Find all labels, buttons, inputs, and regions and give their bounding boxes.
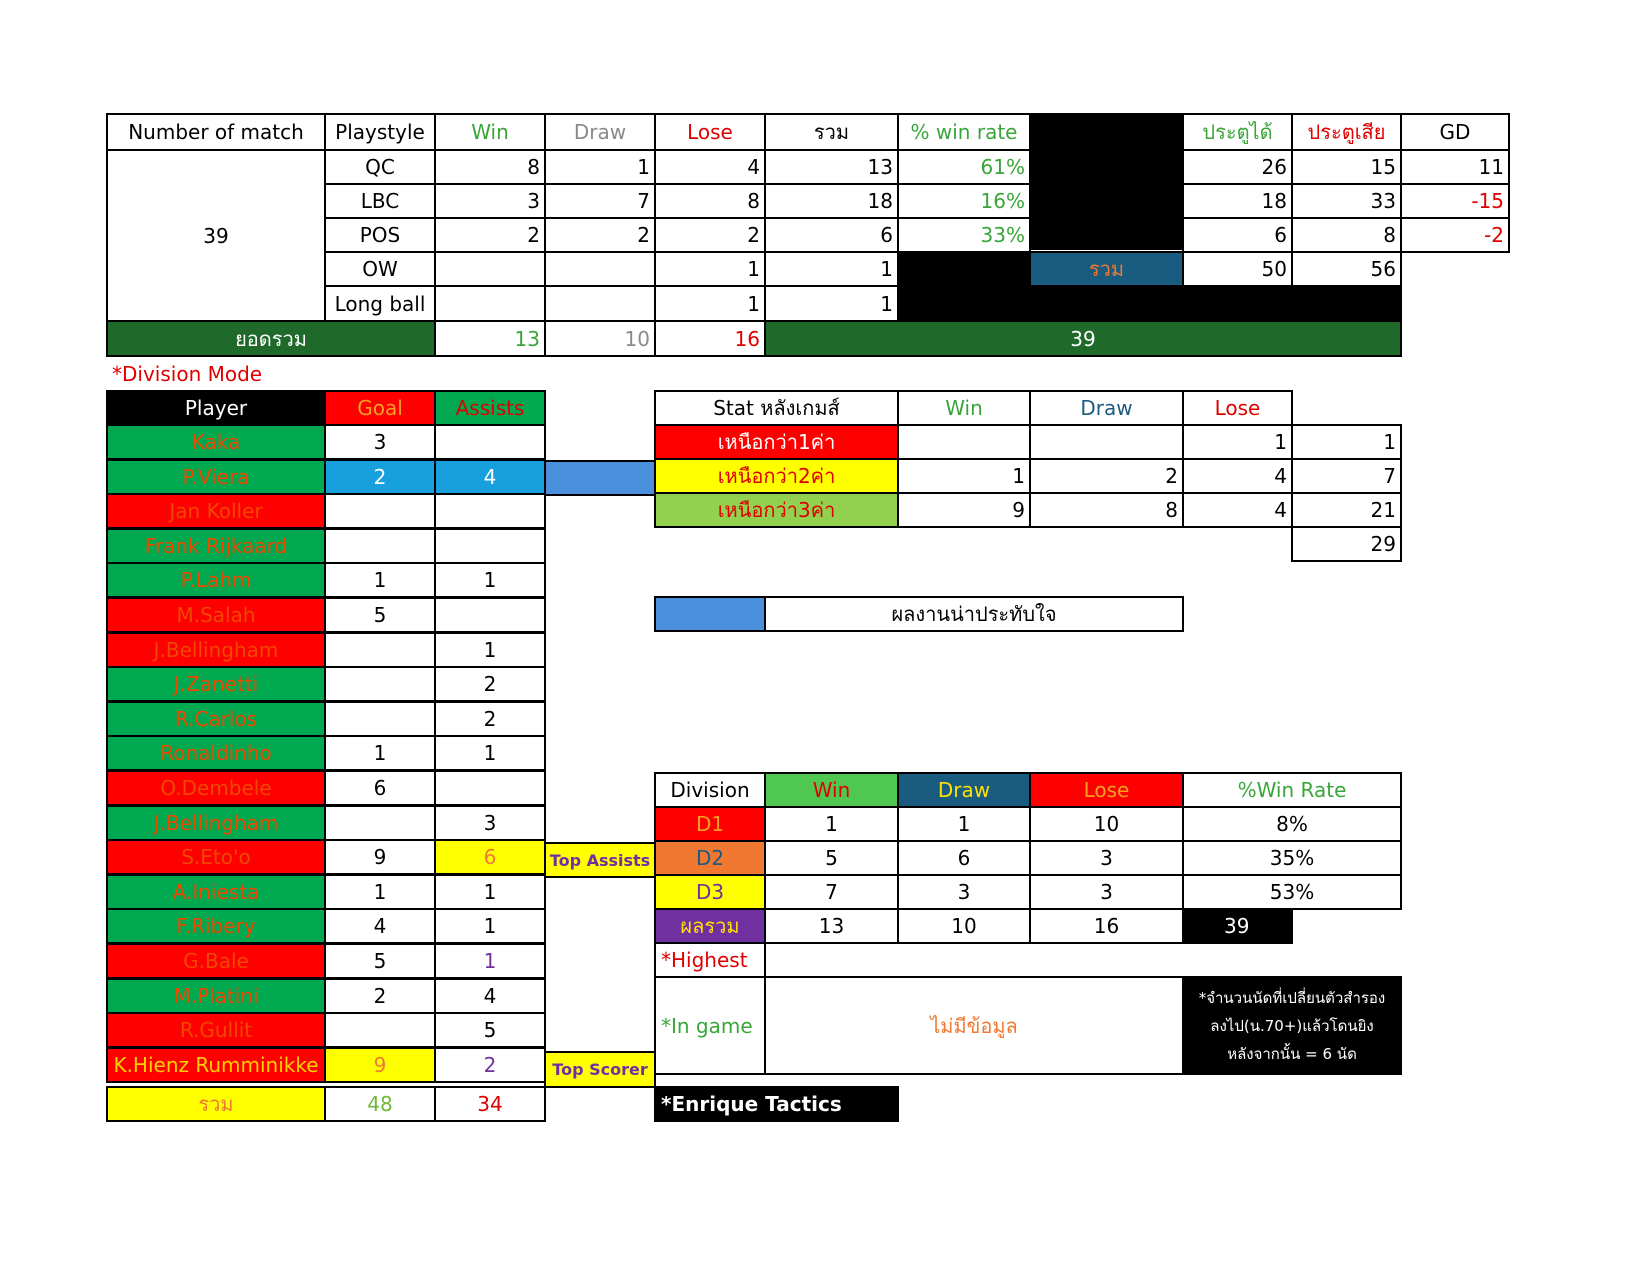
division-header-rate: %Win Rate [1182,772,1402,808]
stat-header-win: Win [897,390,1031,426]
lbc-draw: 7 [544,183,656,219]
pos-total: 6 [764,217,899,253]
ow-draw [544,251,656,287]
impressive-marker-viera [544,460,656,496]
no-data-text: ไม่มีข้อมูล [764,976,1184,1075]
header-goals-for: ประตูได้ [1182,113,1293,151]
top-scorer-label: Top Scorer [544,1051,656,1088]
highest-note: *Highest [654,942,766,978]
division-total-win: 13 [764,908,899,944]
stat-row-3-total: 21 [1291,492,1402,528]
stat-row-3-lose: 4 [1182,492,1293,528]
qc-draw: 1 [544,149,656,185]
stat-header-lose: Lose [1182,390,1293,426]
player-goal [324,528,436,564]
playstyle-long-ball: Long ball [324,285,436,322]
player-assists: 4 [434,978,546,1014]
header-playstyle: Playstyle [324,113,436,151]
player-assists: 4 [434,459,546,495]
player-assists: 1 [434,735,546,771]
player-total-assists: 34 [434,1086,546,1122]
player-assists: 6 [434,839,546,875]
lbc-total: 18 [764,183,899,219]
black-cell-ow [897,251,1031,287]
lbc-win: 3 [434,183,546,219]
player-name: O.Dembele [106,770,326,806]
division-d1: D1 [654,806,766,842]
long-ball-win [434,285,546,322]
player-goal: 2 [324,459,436,495]
long-ball-draw [544,285,656,322]
stat-row-2-win: 1 [897,458,1031,494]
player-name: R.Carlos [106,701,326,737]
playstyle-pos: POS [324,217,436,253]
player-goal: 2 [324,978,436,1014]
stat-row-1-lose: 1 [1182,424,1293,460]
player-assists [434,528,546,564]
stat-row-3-win: 9 [897,492,1031,528]
qc-gf: 26 [1182,149,1293,185]
stat-row-2-total: 7 [1291,458,1402,494]
pos-ga: 8 [1291,217,1402,253]
d2-lose: 3 [1029,840,1184,876]
pos-rate: 33% [897,217,1031,253]
division-header-lose: Lose [1029,772,1184,808]
division-total-lose: 16 [1029,908,1184,944]
player-name: S.Eto'o [106,839,326,875]
player-goal: 1 [324,735,436,771]
player-goal: 4 [324,908,436,944]
lbc-ga: 33 [1291,183,1402,219]
player-name: M.Platini [106,978,326,1014]
division-d2: D2 [654,840,766,876]
header-win-rate: % win rate [897,113,1031,151]
grand-draw: 10 [544,320,656,357]
player-goal: 3 [324,424,436,460]
player-total-label: รวม [106,1086,326,1122]
stat-row-1-total: 1 [1291,424,1402,460]
player-name: Ronaldinho [106,735,326,771]
goal-header: Goal [324,390,436,426]
substitution-note-line-1: *จำนวนนัดที่เปลี่ยนตัวสำรอง [1198,988,1386,1007]
player-assists [434,597,546,633]
d1-rate: 8% [1182,806,1402,842]
player-header: Player [106,390,326,426]
assists-header: Assists [434,390,546,426]
lbc-gf: 18 [1182,183,1293,219]
playstyle-lbc: LBC [324,183,436,219]
player-goal: 9 [324,1047,436,1083]
player-assists: 1 [434,943,546,979]
playstyle-qc: QC [324,149,436,185]
d1-win: 1 [764,806,899,842]
player-name: M.Salah [106,597,326,633]
pos-gd: -2 [1400,217,1510,253]
substitution-note-line-2: ลงไป(น.70+)แล้วโดนยิง [1210,1016,1374,1035]
stat-row-2-lose: 4 [1182,458,1293,494]
qc-rate: 61% [897,149,1031,185]
stat-row-1-draw [1029,424,1184,460]
player-name: P.Lahm [106,562,326,598]
player-assists: 2 [434,666,546,702]
ow-total: 1 [764,251,899,287]
top-assists-label: Top Assists [544,842,656,878]
header-gd: GD [1400,113,1510,151]
player-goal [324,1012,436,1048]
pos-win: 2 [434,217,546,253]
lbc-lose: 8 [654,183,766,219]
player-assists: 5 [434,1012,546,1048]
playstyle-ow: OW [324,251,436,287]
header-goals-against: ประตูเสีย [1291,113,1402,151]
header-draw: Draw [544,113,656,151]
qc-lose: 4 [654,149,766,185]
qc-win: 8 [434,149,546,185]
long-ball-total: 1 [764,285,899,322]
player-goal: 6 [324,770,436,806]
grand-win: 13 [434,320,546,357]
player-name: Frank Rijkaard [106,528,326,564]
d3-rate: 53% [1182,874,1402,910]
d1-lose: 10 [1029,806,1184,842]
ow-lose: 1 [654,251,766,287]
division-header-win: Win [764,772,899,808]
d1-draw: 1 [897,806,1031,842]
d3-draw: 3 [897,874,1031,910]
player-name: J.Bellingham [106,805,326,841]
black-block-upper [1029,113,1184,250]
player-assists: 3 [434,805,546,841]
d2-win: 5 [764,840,899,876]
d3-lose: 3 [1029,874,1184,910]
legend-impressive-text: ผลงานน่าประทับใจ [764,596,1184,632]
stat-row-1-win [897,424,1031,460]
player-assists: 1 [434,908,546,944]
qc-total: 13 [764,149,899,185]
ow-win [434,251,546,287]
stat-row-2-label: เหนือกว่า2ค่า [654,458,899,494]
lbc-gd: -15 [1400,183,1510,219]
division-total-draw: 10 [897,908,1031,944]
player-name: G.Bale [106,943,326,979]
division-mode-note: *Division Mode [112,362,263,386]
stat-row-3-label: เหนือกว่า3ค่า [654,492,899,528]
enrique-tactics-note: *Enrique Tactics [654,1086,899,1122]
player-name: Jan Koller [106,493,326,529]
highest-row-blank [764,942,1402,978]
player-goal: 9 [324,839,436,875]
player-goal: 5 [324,597,436,633]
in-game-note: *In game [654,976,766,1075]
pos-draw: 2 [544,217,656,253]
player-assists: 1 [434,874,546,910]
division-total-all: 39 [1182,908,1293,944]
player-goal [324,632,436,668]
stat-row-3-draw: 8 [1029,492,1184,528]
goals-total-against: 56 [1291,251,1402,287]
grand-lose: 16 [654,320,766,357]
division-header-draw: Draw [897,772,1031,808]
stat-header-label: Stat หลังเกมส์ [654,390,899,426]
player-assists: 2 [434,1047,546,1083]
stat-row-2-draw: 2 [1029,458,1184,494]
grand-total-label: ยอดรวม [106,320,436,357]
stat-grand-total: 29 [1291,526,1402,562]
player-name: Kaka [106,424,326,460]
division-d3: D3 [654,874,766,910]
player-name: F.Ribery [106,908,326,944]
goals-total-label: รวม [1029,251,1184,287]
d2-rate: 35% [1182,840,1402,876]
goals-total-for: 50 [1182,251,1293,287]
player-goal [324,493,436,529]
stat-row-1-label: เหนือกว่า1ค่า [654,424,899,460]
player-goal: 1 [324,562,436,598]
player-goal [324,701,436,737]
substitution-note [1182,976,1402,1075]
header-win: Win [434,113,546,151]
player-name: A.Iniesta [106,874,326,910]
substitution-note-line-3: หลังจากนั้น = 6 นัด [1227,1044,1357,1063]
d3-win: 7 [764,874,899,910]
long-ball-lose: 1 [654,285,766,322]
player-goal [324,805,436,841]
legend-color-swatch [654,596,766,632]
player-goal: 5 [324,943,436,979]
player-name: J.Bellingham [106,632,326,668]
player-goal: 1 [324,874,436,910]
player-assists [434,770,546,806]
stat-header-draw: Draw [1029,390,1184,426]
d2-draw: 6 [897,840,1031,876]
player-name: R.Gullit [106,1012,326,1048]
pos-gf: 6 [1182,217,1293,253]
qc-gd: 11 [1400,149,1510,185]
header-number-of-match: Number of match [106,113,326,151]
player-assists [434,493,546,529]
pos-lose: 2 [654,217,766,253]
player-name: J.Zanetti [106,666,326,702]
player-goal [324,666,436,702]
division-total-label: ผลรวม [654,908,766,944]
header-total: รวม [764,113,899,151]
header-lose: Lose [654,113,766,151]
lbc-rate: 16% [897,183,1031,219]
player-assists [434,424,546,460]
qc-ga: 15 [1291,149,1402,185]
black-block-long-ball [897,285,1402,322]
player-name: K.Hienz Rumminikke [106,1047,326,1083]
player-assists: 2 [434,701,546,737]
division-header: Division [654,772,766,808]
grand-total: 39 [764,320,1402,357]
player-assists: 1 [434,562,546,598]
player-name: P.Viera [106,459,326,495]
match-count: 39 [106,149,326,322]
player-assists: 1 [434,632,546,668]
player-total-goal: 48 [324,1086,436,1122]
